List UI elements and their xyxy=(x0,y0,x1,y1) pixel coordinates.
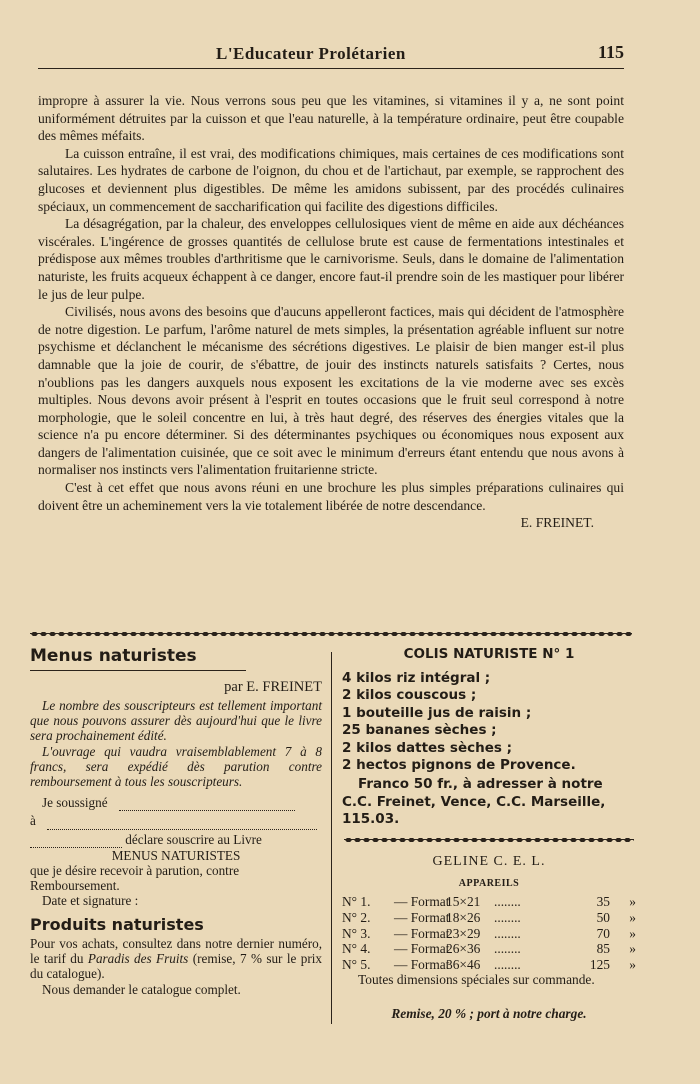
produits-text: (remise, 7 % sur le prix du catalogue). xyxy=(30,951,323,982)
form-declare-label: déclare souscrire au Livre xyxy=(125,831,262,847)
article-body xyxy=(38,92,624,532)
format-leader: ........ xyxy=(494,894,521,909)
form-soussigne-row xyxy=(30,795,322,811)
format-label: — Format xyxy=(394,909,450,925)
format-row xyxy=(342,894,638,910)
format-price: 50 xyxy=(596,909,610,925)
format-leader: ........ xyxy=(494,941,521,957)
colis-title: COLIS NATURISTE N° 1 xyxy=(403,646,575,662)
format-currency: » xyxy=(629,894,636,909)
journal-title: L'Educateur Prolétarien xyxy=(216,44,406,63)
format-currency: » xyxy=(629,925,636,941)
special-sizes-note: Toutes dimensions spéciales sur commande. xyxy=(358,972,595,987)
format-leader: ........ xyxy=(494,909,521,925)
colis-item: 4 kilos riz intégral ; xyxy=(342,670,491,686)
produits-catalog-name: Paradis des Fruits xyxy=(87,951,189,967)
format-number: N° 4. xyxy=(342,941,371,957)
format-leader: ........ xyxy=(494,925,521,941)
format-label: — Format xyxy=(394,957,450,973)
format-row xyxy=(342,957,638,973)
format-size: 18×26 xyxy=(446,909,481,925)
form-receive: que je désire recevoir à parution, contre Remboursement. xyxy=(30,863,240,894)
format-price: 35 xyxy=(596,894,610,909)
geline-subtitle: APPAREILS xyxy=(458,878,520,889)
colis-franco: Franco 50 fr., à adresser à notre C.C. Freinet, Vence, C.C. Marseille, 115.03. xyxy=(342,776,606,828)
article-paragraph: impropre à assurer la vie. Nous verrons sous peu que les vitamines, si vitamines il y a, ne sont point uniformément détruites par la cuisson et que l'eau naturelle, à la température ordinaire, peut être coupable des mêmes méfaits. xyxy=(38,93,624,144)
article-paragraph: La cuisson entraîne, il est vrai, des modifications chimiques, mais certaines de ces modifications sont salutaires. Les hydrates de carbone de l'oignon, du chou et de l'artichaut, par exemple, se rapprochent des glucoses et deviennent plus digestibles. De même les amidons subissent, par des procédés culinaires spéciaux, un commencement de saccharification qui facilite des digestions difficiles. xyxy=(38,145,624,214)
location-field[interactable] xyxy=(30,832,122,848)
format-row xyxy=(342,926,638,942)
format-list xyxy=(342,894,638,973)
article-paragraph: Civilisés, nous avons des besoins que d'aucuns appelleront factices, mais qui décident de l'atmosphère de notre digestion. Le parfum, l'arôme naturel de mets simples, la présentation agréable influent sur notre psychisme et déclanchent le mécanisme des sécrétions digestives. Le plaisir de bien manger est-il plus damnable que la joie de courir, de s'ébattre, de jouir des instincts naturels satisfaits ? Certes, nous n'oublions pas les dangers auxquels nous exposent les excitations de la vie moderne avec ses excès multiples. Nous devons avoir présent à l'esprit en toutes occasions que le fruit seul correspond à notre morphologie, que le soleil concentre en lui, à très haut degré, des réserves des énergies vitales que la science n'a pu encore déterminer. Si des déterminantes psychiques ou économiques nous exposent aux dangers de l'alimentation cuisinée, que ce soit avec le minimum d'erreurs étant entendu que nous avons à normaliser nos instincts vers l'alimentation fruitarienne stricte. xyxy=(38,304,624,478)
produits-catalog-request: Nous demander le catalogue complet. xyxy=(42,981,241,997)
format-size: 36×46 xyxy=(446,957,481,973)
menus-author: par E. FREINET xyxy=(224,679,322,695)
page-header xyxy=(38,40,624,69)
colis-item: 2 kilos dattes sèches ; xyxy=(342,739,513,756)
format-number: N° 1. xyxy=(342,894,371,909)
discount-note: Remise, 20 % ; port à notre charge. xyxy=(391,1006,587,1021)
format-row xyxy=(342,941,638,957)
address-field[interactable] xyxy=(47,813,317,829)
colis-item: 2 hectos pignons de Provence. xyxy=(342,757,576,774)
form-date: Date et signature : xyxy=(42,893,139,909)
format-currency: » xyxy=(629,909,636,925)
colis-list xyxy=(342,670,636,774)
article-paragraph: C'est à cet effet que nous avons réuni en une brochure les plus simples préparations culinaires qui doivent être un acheminement vers la vie totalement libérée de notre descendance. xyxy=(38,480,624,513)
form-a-label: à xyxy=(30,813,36,829)
page-number: 115 xyxy=(597,42,624,62)
format-label: — Format xyxy=(394,941,450,957)
format-size: 26×36 xyxy=(446,941,481,957)
format-label: — Format xyxy=(394,925,450,941)
colis-section xyxy=(342,646,636,829)
menus-note: L'ouvrage qui vaudra vraisemblablement 7 à 8 francs, sera expédié dès parution contre remboursement à tous les souscripteurs. xyxy=(30,743,322,790)
format-leader: ........ xyxy=(494,957,521,973)
article-paragraph: La désagrégation, par la chaleur, des enveloppes cellulosiques vient de même en aide aux déchéances viscérales. L'ingérence de grosses quantités de cellulose brute est cause de fermentations intestinales et prédispose aux mêmes troubles d'arthritisme que le carnivorisme. Seuls, dans le domaine de l'alimentation naturiste, les fruits acqueux échappent à ce danger, encore faut-il prendre soin de les mastiquer pour libérer le jus de leur pulpe. xyxy=(38,216,624,302)
column-divider xyxy=(331,652,332,1024)
menus-title: Menus naturistes xyxy=(30,646,246,671)
colis-item: 25 bananes sèches ; xyxy=(342,722,497,739)
form-a-row xyxy=(30,813,322,829)
format-number: N° 5. xyxy=(342,957,371,973)
format-number: N° 3. xyxy=(342,925,371,941)
form-declare-row xyxy=(30,832,322,848)
format-price: 70 xyxy=(596,925,610,941)
form-book-title: MENUS NATURISTES xyxy=(111,847,241,863)
format-price: 125 xyxy=(589,957,610,973)
produits-title: Produits naturistes xyxy=(30,914,204,934)
produits-body xyxy=(30,936,322,998)
ornamental-divider xyxy=(30,630,632,638)
produits-text: Pour vos achats, consultez dans notre dernier numéro, le tarif du xyxy=(30,935,322,967)
menus-note: Le nombre des souscripteurs est tellement important que nous pouvons assurer dès aujourd'hui que le livre sera prochainement édité. xyxy=(30,698,322,744)
colis-item: 1 bouteille jus de raisin ; xyxy=(342,704,532,721)
menus-section xyxy=(30,646,322,997)
format-number: N° 2. xyxy=(342,909,371,925)
format-row xyxy=(342,910,638,926)
name-field[interactable] xyxy=(119,795,295,811)
format-currency: » xyxy=(629,941,636,957)
format-price: 85 xyxy=(596,941,610,957)
geline-title: GELINE C. E. L. xyxy=(432,854,546,869)
article-signature: E. FREINET. xyxy=(520,515,594,531)
ornamental-divider xyxy=(344,836,634,844)
menus-notes xyxy=(30,698,322,789)
form-soussigne-label: Je soussigné xyxy=(42,795,108,811)
colis-item: 2 kilos couscous ; xyxy=(342,687,477,704)
format-size: 15×21 xyxy=(446,894,481,909)
format-label: — Format xyxy=(394,894,450,909)
format-size: 23×29 xyxy=(446,925,481,941)
format-currency: » xyxy=(629,957,636,973)
